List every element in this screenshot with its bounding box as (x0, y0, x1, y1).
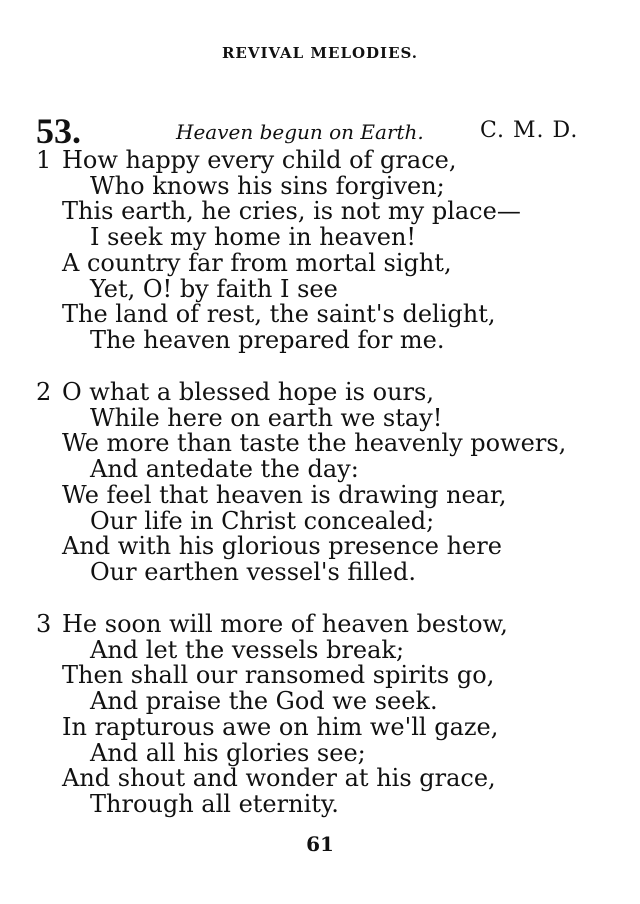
verse-line (36, 557, 616, 586)
verse-line (36, 480, 616, 509)
verse-line (36, 789, 616, 818)
verse-line (36, 689, 616, 715)
verse-line (36, 738, 616, 767)
hymn-meter: C. M. D. (480, 118, 579, 143)
verse-line (36, 171, 616, 200)
verse-line-text: We feel that heaven is drawing near, (62, 480, 507, 509)
verse-line-text: And let the vessels break; (90, 635, 405, 664)
verse-line-text: The heaven prepared for me. (90, 325, 445, 354)
verse-line-text: Our life in Christ concealed; (90, 506, 435, 535)
verse-line-text: This earth, he cries, is not my place— (62, 197, 521, 226)
hymn-title: Heaven begun on Earth. (176, 120, 424, 144)
running-head: REVIVAL MELODIES. (221, 44, 419, 62)
verse-line (36, 199, 616, 225)
verse-line-text: Who knows his sins forgiven; (90, 171, 445, 200)
verse-line-text: And all his glories see; (90, 738, 366, 767)
verse-line-text: And antedate the day: (90, 455, 359, 484)
verse-line-text: The land of rest, the saint's delight, (62, 300, 496, 329)
verse-number: 2 (36, 378, 52, 406)
verse-line (36, 274, 616, 303)
hymn-number: 53. (36, 111, 81, 151)
verse-line-text: And praise the God we seek. (90, 687, 438, 716)
verse-line (36, 766, 616, 792)
verse-line-text: We more than taste the heavenly powers, (62, 429, 567, 458)
verse-line-text: Then shall our ransomed spirits go, (62, 661, 495, 690)
page-number: 61 (306, 832, 334, 856)
verse-line (36, 380, 616, 406)
verse-number: 3 (36, 610, 52, 638)
verse-line (36, 506, 616, 535)
verse-line (36, 225, 616, 251)
verse-line (36, 534, 616, 560)
verse-line (36, 612, 616, 638)
verse-line (36, 148, 616, 174)
verse-line-text: Yet, O! by faith I see (90, 274, 338, 303)
verse-line (36, 248, 616, 277)
verse-2 (36, 380, 616, 586)
verse-line-text: O what a blessed hope is ours, (62, 378, 434, 406)
verse-line-text: A country far from mortal sight, (62, 248, 452, 277)
verse-line-text: I seek my home in heaven! (90, 223, 417, 252)
verse-line-text: Our earthen vessel's filled. (90, 557, 416, 586)
verse-line (36, 403, 616, 432)
verse-line-text: And with his glorious presence here (62, 532, 502, 561)
verse-line (36, 431, 616, 457)
verse-line-text: He soon will more of heaven bestow, (62, 610, 508, 638)
hymn-header (36, 110, 596, 150)
verse-line-text: And shout and wonder at his grace, (62, 764, 496, 793)
verse-line-text: How happy every child of grace, (62, 146, 457, 174)
verse-line (36, 302, 616, 328)
verse-line (36, 663, 616, 689)
verse-number: 1 (36, 146, 52, 174)
verse-line-text: Through all eternity. (90, 789, 339, 818)
verse-line (36, 457, 616, 483)
verse-line (36, 325, 616, 354)
verse-line (36, 635, 616, 664)
verse-line-text: In rapturous awe on him we'll gaze, (62, 712, 499, 741)
verse-line-text: While here on earth we stay! (90, 403, 443, 432)
verse-1 (36, 148, 616, 354)
verse-3 (36, 612, 616, 818)
verse-line (36, 712, 616, 741)
